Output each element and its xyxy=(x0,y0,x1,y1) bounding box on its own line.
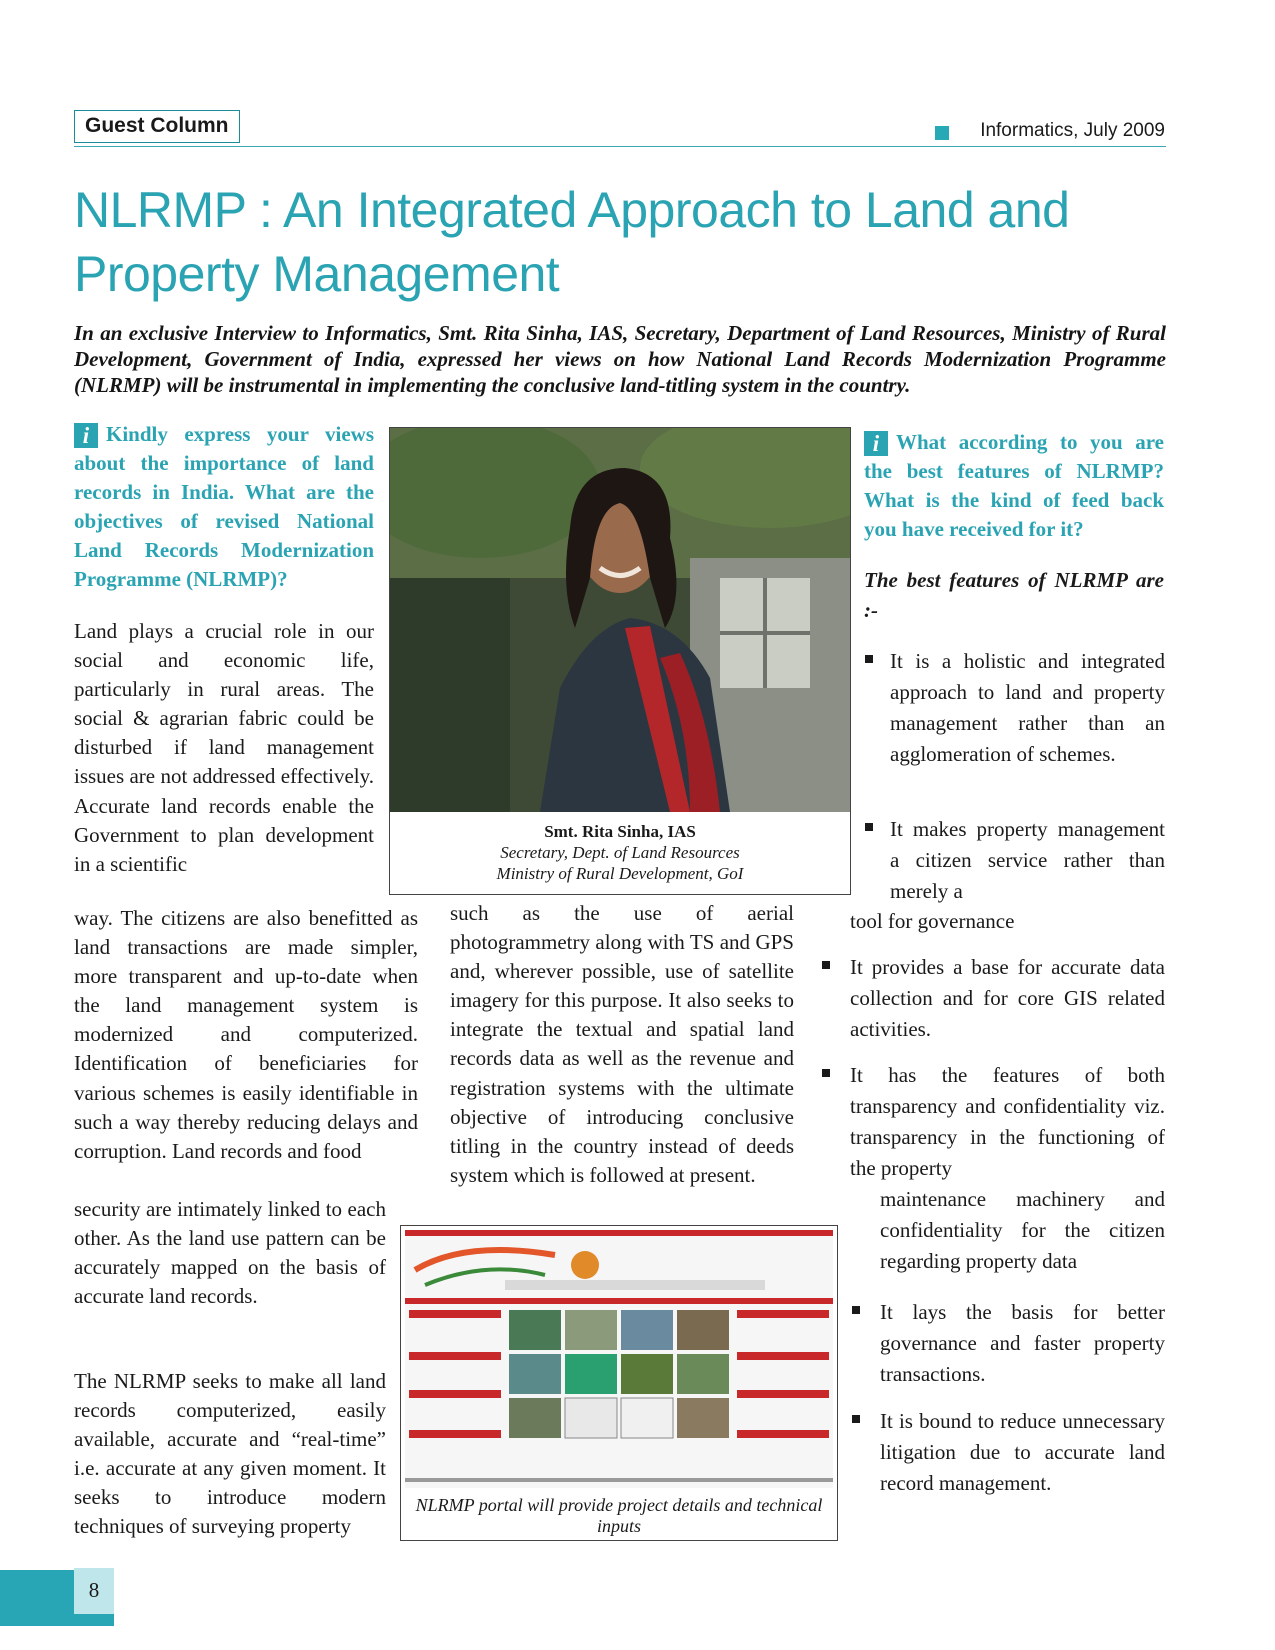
portrait-photo xyxy=(390,428,850,812)
photo-caption-line1: Secretary, Dept. of Land Resources xyxy=(500,843,740,862)
col1-para1c: security are intimately linked to each other. As the land use pattern can be accurately mapped on the basis of accurate land records. xyxy=(74,1197,386,1309)
feature-4-cont: maintenance machinery and confidentiality for the citizen regarding property data xyxy=(880,1187,1165,1273)
portal-screenshot xyxy=(405,1230,833,1488)
features-heading: The best features of NLRMP are :- xyxy=(864,568,1164,622)
question-1 xyxy=(74,420,374,594)
photo-caption xyxy=(390,821,850,884)
bullet-icon xyxy=(865,823,873,831)
article-intro: In an exclusive Interview to Informatics, Smt. Rita Sinha, IAS, Secretary, Department of Land Resources, Ministry of Rural Development, Government of India, expressed her views on how National Land Records Modernization Programme (NLRMP) will be instrumental in implementing the conclusive land-titling system in the country. xyxy=(74,321,1166,397)
photo-figure xyxy=(389,427,851,895)
col2-para: such as the use of aerial photogrammetry along with TS and GPS and, wherever possible, use of satellite imagery for this purpose. It also seeks to integrate the textual and spatial land records data as well as the revenue and registration systems with the ultimate objective of introducing conclusive titling in the country instead of deeds system which is followed at present. xyxy=(450,901,794,1187)
col1-para2: The NLRMP seeks to make all land records computerized, easily available, accurate and “real-time” i.e. accurate at any given moment. It seeks to introduce modern techniques of surveying property xyxy=(74,1369,386,1539)
section-label: Guest Column xyxy=(74,110,240,143)
feature-6: It is bound to reduce unnecessary litigation due to accurate land record management. xyxy=(880,1409,1165,1495)
question-2 xyxy=(864,428,1164,544)
feature-2-cont: tool for governance xyxy=(850,909,1015,933)
question-2-text: What according to you are the best features of NLRMP? What is the kind of feed back you have received for it? xyxy=(864,430,1164,541)
info-icon: i xyxy=(864,431,888,456)
bullet-icon xyxy=(852,1415,860,1423)
portal-figure xyxy=(400,1225,838,1541)
article-title: NLRMP : An Integrated Approach to Land and Property Management xyxy=(74,182,1070,302)
bullet-icon xyxy=(822,961,830,969)
feature-2: It makes property management a citizen service rather than merely a xyxy=(890,817,1165,903)
info-icon: i xyxy=(74,423,98,448)
bullet-icon xyxy=(822,1069,830,1077)
header-square-icon xyxy=(935,126,949,140)
footer-bar-lower xyxy=(0,1616,114,1626)
photo-caption-name: Smt. Rita Sinha, IAS xyxy=(544,822,696,841)
feature-1: It is a holistic and integrated approach to land and property management rather than an agglomeration of schemes. xyxy=(890,649,1165,766)
col1-para1b: way. The citizens are also benefitted as land transactions are made simpler, more transparent and up-to-date when the land management system is modernized and computerized. Identification of beneficiaries for various schemes is easily identifiable in such a way thereby reducing delays and corruption. Land records and food xyxy=(74,906,418,1163)
photo-caption-line2: Ministry of Rural Development, GoI xyxy=(496,864,744,883)
portal-caption: NLRMP portal will provide project details and technical inputs xyxy=(415,1495,823,1536)
feature-3: It provides a base for accurate data collection and for core GIS related activities. xyxy=(850,955,1165,1041)
issue-label: Informatics, July 2009 xyxy=(980,120,1165,141)
question-1-text: Kindly express your views about the importance of land records in India. What are the objectives of revised National Land Records Modernization Programme (NLRMP)? xyxy=(74,422,374,591)
feature-4: It has the features of both transparency and confidentiality viz. transparency in the functioning of the property xyxy=(850,1063,1165,1180)
header-rule xyxy=(74,146,1166,147)
bullet-icon xyxy=(852,1306,860,1314)
page-number: 8 xyxy=(88,1578,100,1602)
feature-5: It lays the basis for better governance and faster property transactions. xyxy=(880,1300,1165,1386)
bullet-icon xyxy=(865,655,873,663)
col1-para1a: Land plays a crucial role in our social and economic life, particularly in rural areas. The social & agrarian fabric could be disturbed if land management issues are not addressed effectively. Accurate land records enable the Government to plan development in a scientific xyxy=(74,619,374,876)
